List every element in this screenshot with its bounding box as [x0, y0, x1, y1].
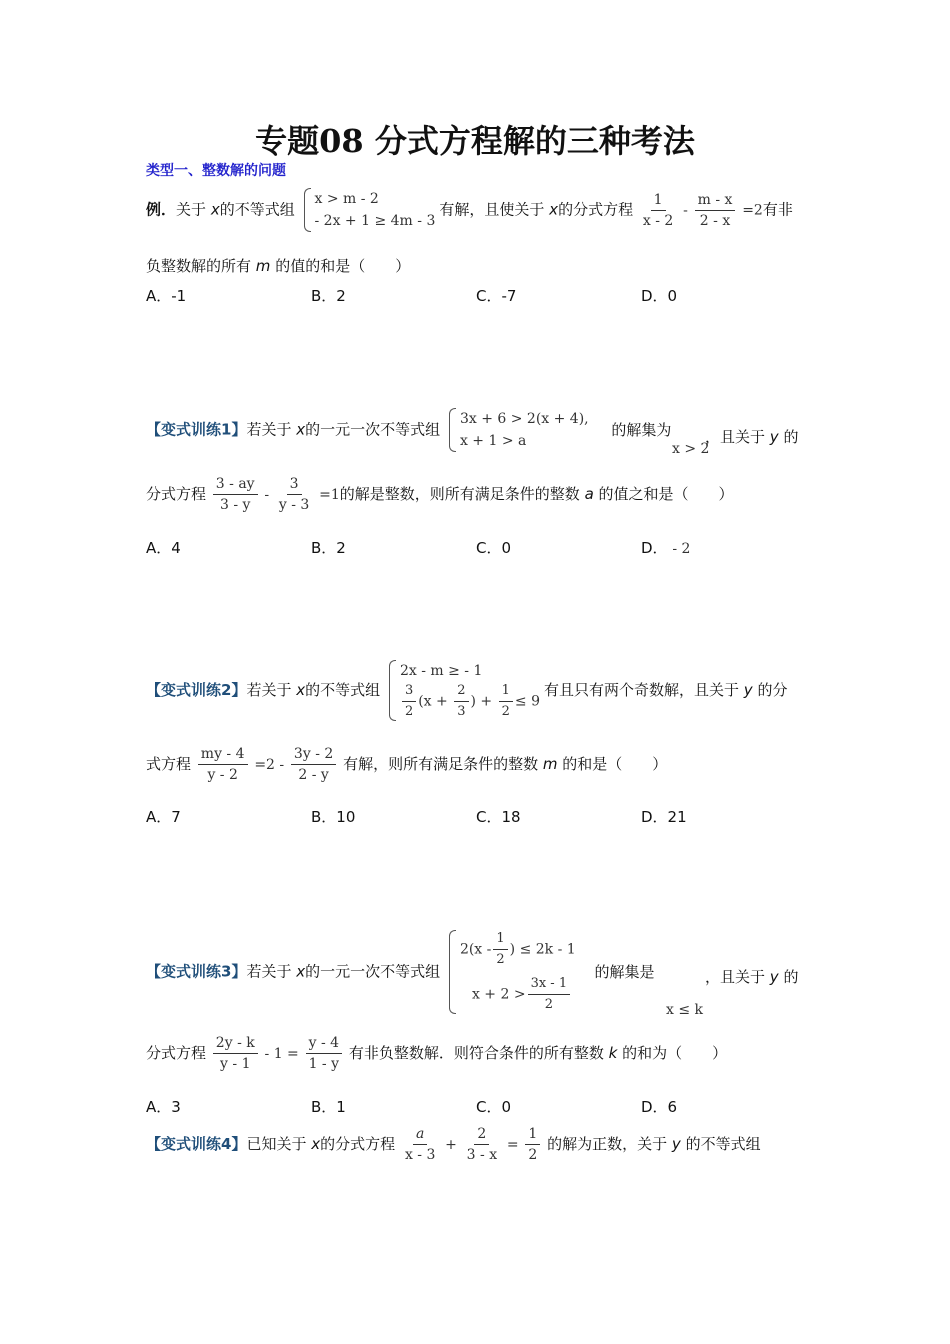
example-line-1: 例．关于 x的不等式组 x > m - 2 - 2x + 1 ≥ 4m - 3 有解，且使关于 x的分式方程 $\frac{1}{x - 2}$ - $\frac{m - x}{2 - x}$ =2有非	[146, 188, 793, 232]
inequality-system: 2(x - $\frac{1}{2}$ ) ≤ 2k - 1 x + 2 > $\frac{3x - 1}{2}$	[449, 930, 576, 1014]
fraction: $\frac{a}{x - 3}$	[404, 1126, 436, 1163]
page-title: 专题08 分式方程解的三种考法	[255, 122, 695, 160]
fraction: $\frac{2}{3 - x}$	[466, 1126, 498, 1163]
exercise-tag: 【变式训练4】	[146, 1135, 247, 1153]
fraction: $\frac{1}{2}$	[525, 1125, 540, 1164]
fraction: $\frac{3y - 2}{2 - y}$	[291, 745, 336, 784]
inequality-system: x > m - 2 - 2x + 1 ≥ 4m - 3	[304, 188, 436, 232]
option-a[interactable]: A．3	[146, 1098, 181, 1116]
option-a[interactable]: A．7	[146, 808, 181, 826]
fraction: $\frac{3 - ay}{3 - y}$	[213, 475, 258, 514]
option-d[interactable]: D． - 2	[641, 539, 691, 557]
fraction: $\frac{1}{x - 2}$	[642, 191, 674, 229]
option-c[interactable]: C．18	[476, 808, 521, 826]
option-b[interactable]: B．2	[311, 287, 346, 305]
fraction: $\frac{m - x}{2 - x}$	[695, 191, 736, 230]
exercise-4-line-1: 【变式训练4】已知关于 x的分式方程 $\frac{a}{x - 3}$ + $\frac{2}{3 - x}$ = $\frac{1}{2}$ 的解为正数，关于 y 的不等式组	[146, 1126, 761, 1163]
exercise-1-line-2: 分式方程 $\frac{3 - ay}{3 - y}$ - $\frac{3}{y - 3}$ =1的解是整数，则所有满足条件的整数 a 的值之和是（ ）	[146, 476, 734, 513]
exercise-3-line-2: 分式方程 $\frac{2y - k}{y - 1}$ - 1 = $\frac{y - 4}{1 - y}$ 有非负整数解．则符合条件的所有整数 k 的和为（ ）	[146, 1035, 728, 1072]
option-c[interactable]: C．0	[476, 1098, 512, 1116]
fraction: $\frac{y - 4}{1 - y}$	[306, 1034, 342, 1073]
fraction: $\frac{2y - k}{y - 1}$	[213, 1034, 258, 1073]
example-line-2: 负整数解的所有 m 的值的和是（ ）	[146, 257, 411, 275]
option-c[interactable]: C．0	[476, 539, 512, 557]
exercise-2-line-2: 式方程 $\frac{my - 4}{y - 2}$ =2 - $\frac{3y - 2}{2 - y}$ 有解，则所有满足条件的整数 m 的和是（ ）	[146, 746, 668, 783]
fraction: $\frac{my - 4}{y - 2}$	[198, 745, 248, 784]
solution-set: x > 2	[672, 441, 710, 457]
exercise-3-line-1-tail: ，且关于 y 的	[705, 968, 799, 986]
exercise-2-line-1: 【变式训练2】若关于 x的不等式组 2x - m ≥ - 1 $\frac{3}{2}$ (x + $\frac{2}{3}$ ) + $\frac{1}{2}$ ≤ 9 有且只有两个奇数解，且关于 y 的分	[146, 660, 787, 721]
exercise-tag: 【变式训练2】	[146, 681, 247, 699]
exercise-1-line-1-tail: ，且关于 y 的	[705, 428, 799, 446]
option-b[interactable]: B．2	[311, 539, 346, 557]
option-b[interactable]: B．1	[311, 1098, 346, 1116]
fraction: $\frac{3}{y - 3}$	[278, 476, 310, 513]
solution-set: x ≤ k	[666, 1002, 704, 1018]
example-label: 例．	[146, 200, 177, 219]
option-d[interactable]: D．21	[641, 808, 687, 826]
option-d[interactable]: D．0	[641, 287, 678, 305]
exercise-3-line-1: 【变式训练3】若关于 x的一元一次不等式组 2(x - $\frac{1}{2}$ ) ≤ 2k - 1 x + 2 > $\frac{3x - 1}{2}$ 的解集是	[146, 931, 655, 1012]
option-a[interactable]: A．-1	[146, 287, 187, 305]
inequality-system: 2x - m ≥ - 1 $\frac{3}{2}$ (x + $\frac{2}{3}$ ) + $\frac{1}{2}$ ≤ 9	[389, 660, 540, 721]
section-heading: 类型一、整数解的问题	[146, 163, 286, 179]
option-d[interactable]: D．6	[641, 1098, 678, 1116]
option-a[interactable]: A．4	[146, 539, 181, 557]
exercise-1-line-1: 【变式训练1】若关于 x的一元一次不等式组 3x + 6 > 2(x + 4), x + 1 > a 的解集为	[146, 408, 671, 452]
exercise-tag: 【变式训练1】	[146, 420, 247, 439]
exercise-tag: 【变式训练3】	[146, 962, 247, 981]
option-b[interactable]: B．10	[311, 808, 356, 826]
inequality-system: 3x + 6 > 2(x + 4), x + 1 > a	[449, 408, 589, 452]
option-c[interactable]: C．-7	[476, 287, 517, 305]
